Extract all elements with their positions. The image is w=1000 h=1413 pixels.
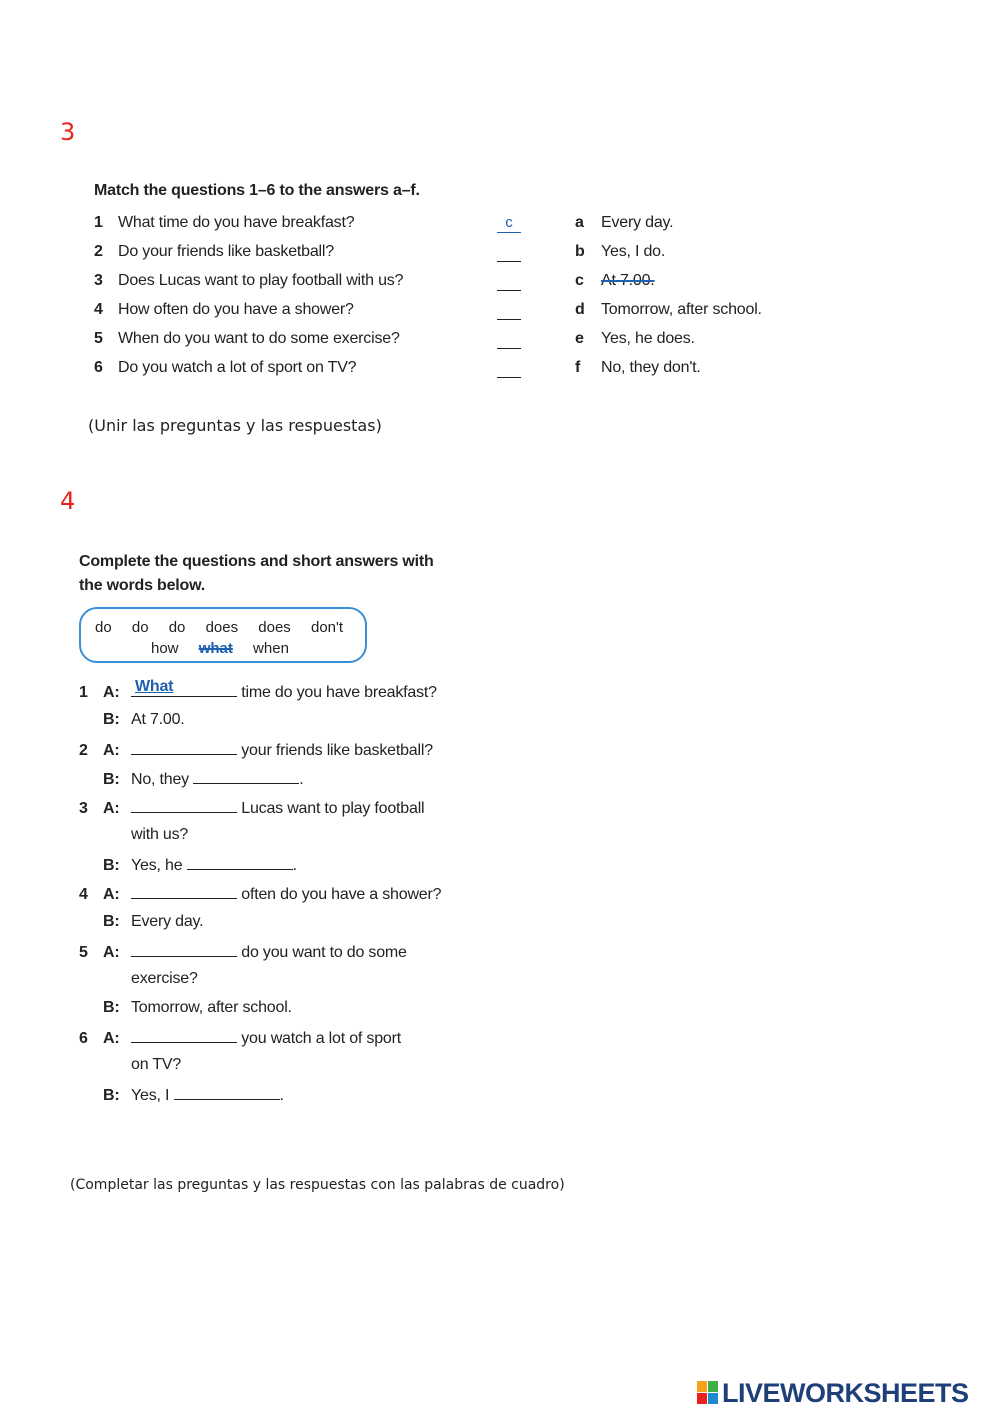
brand-logo — [697, 1378, 969, 1409]
section-4-number: 4 — [60, 487, 76, 515]
answer-option — [575, 243, 665, 261]
answer-text: Yes, he does. — [601, 330, 695, 347]
brand-name: LIVEWORKSHEETS — [722, 1378, 969, 1408]
answer-letter: a — [575, 214, 584, 231]
question-row — [94, 272, 403, 290]
item-number: 3 — [79, 800, 88, 817]
word-chip: do — [168, 619, 186, 636]
item-6-a-cont: on TV? — [131, 1056, 182, 1073]
question-text: do you want to do some — [241, 944, 407, 961]
section-4-instruction-line1: Complete the questions and short answers with — [79, 553, 434, 570]
answer-end: . — [292, 857, 297, 874]
word-chip: don't — [310, 619, 344, 636]
item-3-b — [103, 855, 297, 875]
answer-blank-input[interactable] — [497, 272, 521, 291]
fill-blank-input[interactable] — [187, 855, 293, 870]
answer-text: Yes, he — [131, 857, 183, 874]
question-text: your friends like basketball? — [241, 742, 433, 759]
answer-text: Every day. — [601, 214, 674, 231]
answer-option — [575, 359, 701, 377]
question-row — [94, 330, 400, 348]
item-5-a — [79, 942, 407, 962]
word-chip-used: what — [198, 640, 233, 657]
section-4-note: (Completar las preguntas y las respuestas con las palabras de cuadro) — [70, 1177, 565, 1193]
answer-letter: f — [575, 359, 581, 376]
answer-text: No, they don't. — [601, 359, 701, 376]
question-row — [94, 214, 354, 232]
word-box — [79, 607, 367, 663]
section-3-note: (Unir las preguntas y las respuestas) — [88, 416, 382, 435]
question-number: 4 — [94, 301, 103, 318]
answer-blank-input[interactable] — [497, 330, 521, 349]
item-5-b — [103, 999, 292, 1017]
fill-blank-input[interactable] — [131, 884, 237, 899]
speaker-label: A: — [103, 886, 120, 903]
word-chip: do — [95, 619, 112, 636]
fill-blank-input[interactable] — [131, 678, 237, 697]
speaker-label: B: — [103, 771, 120, 788]
answer-text: No, they — [131, 771, 189, 788]
item-5-a-cont: exercise? — [131, 970, 198, 987]
speaker-label: A: — [103, 742, 120, 759]
item-1-a — [79, 678, 437, 702]
question-number: 6 — [94, 359, 103, 376]
question-row — [94, 301, 354, 319]
answer-blank-input[interactable] — [497, 301, 521, 320]
item-number: 1 — [79, 684, 88, 701]
question-text: What time do you have breakfast? — [118, 214, 355, 231]
word-chip: does — [205, 619, 239, 636]
answer-letter: e — [575, 330, 584, 347]
fill-blank-input[interactable] — [131, 798, 237, 813]
word-chip: when — [253, 640, 289, 657]
answer-text: Yes, I — [131, 1087, 170, 1104]
question-number: 3 — [94, 272, 103, 289]
fill-blank-input[interactable] — [131, 1028, 237, 1043]
item-4-a — [79, 884, 441, 904]
speaker-label: A: — [103, 684, 120, 701]
section-4-instruction-line2: the words below. — [79, 577, 205, 594]
answer-text: At 7.00. — [601, 272, 655, 289]
word-box-row-2 — [151, 640, 305, 657]
speaker-label: A: — [103, 800, 120, 817]
speaker-label: A: — [103, 1030, 120, 1047]
item-4-b — [103, 913, 203, 931]
answer-text: Tomorrow, after school. — [131, 999, 292, 1016]
answer-blank-input[interactable] — [497, 243, 521, 262]
fill-blank-input[interactable] — [193, 769, 299, 784]
fill-blank-input[interactable] — [131, 942, 237, 957]
answer-text: At 7.00. — [131, 711, 185, 728]
question-text: Do your friends like basketball? — [118, 243, 334, 260]
item-3-a — [79, 798, 424, 818]
speaker-label: A: — [103, 944, 120, 961]
item-2-b — [103, 769, 304, 789]
question-row — [94, 359, 356, 377]
answer-letter: d — [575, 301, 585, 318]
section-3-instruction: Match the questions 1–6 to the answers a–f. — [94, 182, 420, 199]
question-text: When do you want to do some exercise? — [118, 330, 400, 347]
item-2-a — [79, 740, 433, 760]
answer-end: . — [279, 1087, 284, 1104]
question-text: Do you watch a lot of sport on TV? — [118, 359, 357, 376]
word-chip: do — [131, 619, 149, 636]
answer-option — [575, 214, 673, 232]
item-6-a — [79, 1028, 401, 1048]
question-row — [94, 243, 334, 261]
speaker-label: B: — [103, 913, 120, 930]
question-text: Does Lucas want to play football with us? — [118, 272, 404, 289]
question-number: 5 — [94, 330, 103, 347]
answer-option-used — [575, 272, 655, 290]
item-number: 2 — [79, 742, 88, 759]
answer-blank-input[interactable]: c — [497, 214, 521, 233]
question-text: often do you have a shower? — [241, 886, 442, 903]
word-chip: how — [151, 640, 179, 657]
item-number: 4 — [79, 886, 88, 903]
question-number: 2 — [94, 243, 103, 260]
answer-end: . — [299, 771, 304, 788]
speaker-label: B: — [103, 1087, 120, 1104]
question-text: you watch a lot of sport — [241, 1030, 401, 1047]
answer-letter: c — [575, 272, 584, 289]
answer-letter: b — [575, 243, 585, 260]
answer-text: Tomorrow, after school. — [601, 301, 762, 318]
item-6-b — [103, 1085, 284, 1105]
filled-word: What — [135, 678, 174, 695]
item-number: 5 — [79, 944, 88, 961]
speaker-label: B: — [103, 857, 120, 874]
speaker-label: B: — [103, 711, 120, 728]
section-3-number: 3 — [60, 118, 76, 146]
liveworksheets-logo-icon — [697, 1381, 719, 1405]
answer-text: Every day. — [131, 913, 204, 930]
item-3-a-cont: with us? — [131, 826, 189, 843]
answer-option — [575, 330, 695, 348]
word-chip: does — [258, 619, 291, 636]
answer-option — [575, 301, 762, 319]
answer-text: Yes, I do. — [601, 243, 666, 260]
word-box-row-1 — [95, 619, 359, 636]
item-number: 6 — [79, 1030, 88, 1047]
speaker-label: B: — [103, 999, 120, 1016]
question-text: How often do you have a shower? — [118, 301, 354, 318]
question-text: time do you have breakfast? — [241, 684, 437, 701]
fill-blank-input[interactable] — [174, 1085, 280, 1100]
item-1-b — [103, 711, 185, 729]
fill-blank-input[interactable] — [131, 740, 237, 755]
answer-blank-input[interactable] — [497, 359, 521, 378]
question-number: 1 — [94, 214, 103, 231]
question-text: Lucas want to play football — [241, 800, 425, 817]
